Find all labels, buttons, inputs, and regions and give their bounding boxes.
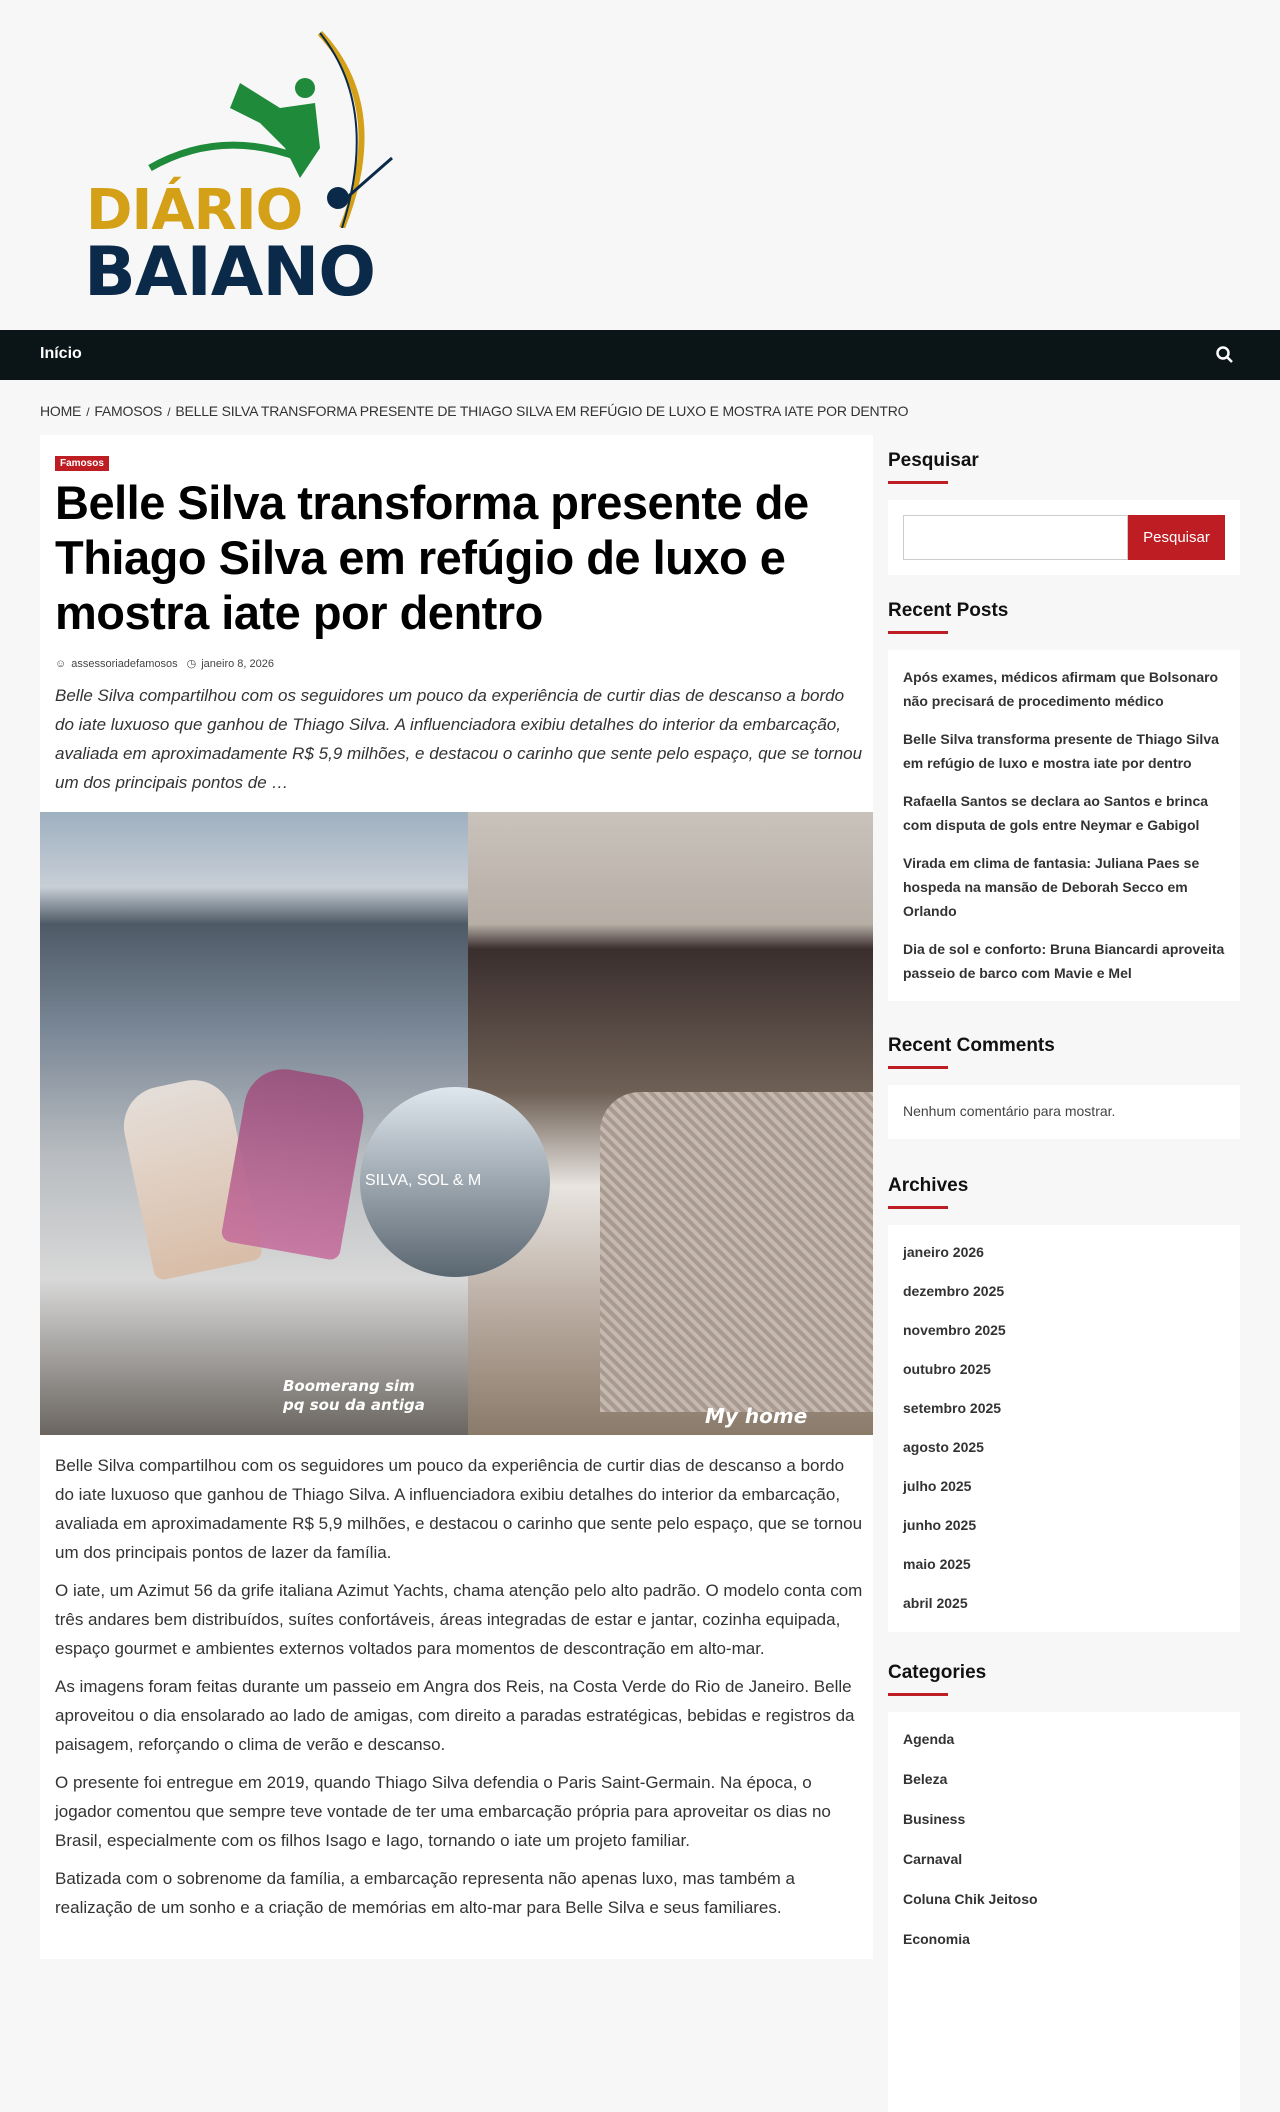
search-input[interactable] xyxy=(903,515,1128,560)
archive-link[interactable]: julho 2025 xyxy=(903,1478,972,1494)
site-header xyxy=(0,0,1280,330)
image-caption: My home xyxy=(705,1404,808,1428)
recent-post-link[interactable]: Virada em clima de fantasia: Juliana Paes se hospeda na mansão de Deborah Secco em Orlando xyxy=(903,855,1200,919)
search-button[interactable]: Pesquisar xyxy=(1128,515,1225,560)
author-link[interactable]: assessoriadefamosos xyxy=(71,657,178,670)
logo-text-baiano: BAIANO xyxy=(84,233,376,312)
archive-link[interactable]: junho 2025 xyxy=(903,1517,977,1533)
widget-recent-posts xyxy=(888,600,1240,1001)
widget-archives xyxy=(888,1175,1240,1632)
archive-link[interactable]: agosto 2025 xyxy=(903,1439,984,1455)
widget-categories xyxy=(888,1662,1240,2112)
date-link[interactable]: janeiro 8, 2026 xyxy=(201,657,275,670)
widget-title: Recent Posts xyxy=(888,600,1240,634)
widget-search xyxy=(888,450,1240,575)
paragraph: O presente foi entregue em 2019, quando Thiago Silva defendia o Paris Saint-Germain. Na época, o jogador comentou que sempre teve vontade de ter uma embarcação própria para aproveitar os dias no Brasil, especialmente com os filhos Isago e Iago, tornando o iate um projeto familiar. xyxy=(55,1773,831,1850)
recent-post-link[interactable]: Belle Silva transforma presente de Thiago Silva em refúgio de luxo e mostra iate por dentro xyxy=(903,731,1219,771)
nav-item-inicio[interactable]: Início xyxy=(40,345,82,362)
widget-title: Recent Comments xyxy=(888,1035,1240,1069)
article-featured-image xyxy=(40,812,873,1435)
archive-link[interactable]: novembro 2025 xyxy=(903,1322,1006,1338)
category-link[interactable]: Agenda xyxy=(903,1731,955,1747)
widget-title: Categories xyxy=(888,1662,1240,1696)
article xyxy=(40,435,873,1959)
article-excerpt: Belle Silva compartilhou com os seguidores um pouco da experiência de curtir dias de descanso a bordo do iate luxuoso que ganhou de Thiago Silva. A influenciadora exibiu detalhes do interior da embarcação, avaliada em aproximadamente R$ 5,9 milhões, e destacou o carinho que sente pelo espaço, que se tornou um dos principais pontos de … xyxy=(55,686,863,792)
archive-link[interactable]: setembro 2025 xyxy=(903,1400,1002,1416)
paragraph: O iate, um Azimut 56 da grife italiana Azimut Yachts, chama atenção pelo alto padrão. O modelo conta com três andares bem distribuídos, suítes confortáveis, áreas integradas de estar e jantar, cozinha equipada, espaço gourmet e ambientes externos voltados para momentos de descontração em alto-mar. xyxy=(55,1581,863,1658)
breadcrumb-current: BELLE SILVA TRANSFORMA PRESENTE DE THIAGO SILVA EM REFÚGIO DE LUXO E MOSTRA IATE POR DENTRO xyxy=(175,403,909,419)
category-link[interactable]: Coluna Chik Jeitoso xyxy=(903,1891,1038,1907)
widget-title: Pesquisar xyxy=(888,450,1240,484)
archive-link[interactable]: janeiro 2026 xyxy=(903,1244,984,1260)
widget-title: Archives xyxy=(888,1175,1240,1209)
search-icon[interactable] xyxy=(1215,345,1235,365)
archive-link[interactable]: outubro 2025 xyxy=(903,1361,991,1377)
category-link[interactable]: Business xyxy=(903,1811,966,1827)
paragraph: As imagens foram feitas durante um passeio em Angra dos Reis, na Costa Verde do Rio de Janeiro. Belle aproveitou o dia ensolarado ao lado de amigas, com direito a paradas estratégicas, bebidas e registros da paisagem, reforçando o clima de verão e descanso. xyxy=(55,1677,855,1754)
category-badge[interactable]: Famosos xyxy=(55,456,109,471)
main-nav xyxy=(0,330,1280,380)
widget-recent-comments xyxy=(888,1035,1240,1139)
recent-post-link[interactable]: Rafaella Santos se declara ao Santos e brinca com disputa de gols entre Neymar e Gabigol xyxy=(903,793,1209,833)
archive-link[interactable]: dezembro 2025 xyxy=(903,1283,1005,1299)
article-body xyxy=(55,1451,865,1931)
breadcrumb-home[interactable]: HOME xyxy=(40,403,82,419)
breadcrumb-famosos[interactable]: FAMOSOS xyxy=(94,403,163,419)
article-title: Belle Silva transforma presente de Thiago Silva em refúgio de luxo e mostra iate por dentro xyxy=(55,476,809,639)
boat-name-text: SILVA, SOL & M xyxy=(365,1172,482,1189)
paragraph: Belle Silva compartilhou com os seguidores um pouco da experiência de curtir dias de descanso a bordo do iate luxuoso que ganhou de Thiago Silva. A influenciadora exibiu detalhes do interior da embarcação, avaliada em aproximadamente R$ 5,9 milhões, e destacou o carinho que sente pelo espaço, que se tornou um dos principais pontos de lazer da família. xyxy=(55,1456,863,1562)
breadcrumb: HOME / FAMOSOS / BELLE SILVA TRANSFORMA PRESENTE DE THIAGO SILVA EM REFÚGIO DE LUXO E MOSTRA IATE POR DENTRO xyxy=(40,403,909,419)
article-meta xyxy=(55,657,274,670)
search-card xyxy=(888,500,1240,575)
logo-text-diario: DIÁRIO xyxy=(86,178,303,243)
category-link[interactable]: Carnaval xyxy=(903,1851,963,1867)
user-icon: ☺ xyxy=(55,657,67,670)
no-comments-text: Nenhum comentário para mostrar. xyxy=(903,1103,1116,1119)
category-link[interactable]: Beleza xyxy=(903,1771,948,1787)
category-link[interactable]: Economia xyxy=(903,1931,970,1947)
inset-photo xyxy=(360,1087,550,1277)
paragraph: Batizada com o sobrenome da família, a embarcação representa não apenas luxo, mas também a realização de um sonho e a criação de memórias em alto-mar para Belle Silva e seus familiares. xyxy=(55,1869,795,1917)
clock-icon: ◷ xyxy=(186,658,197,670)
archive-link[interactable]: abril 2025 xyxy=(903,1595,968,1611)
recent-post-link[interactable]: Dia de sol e conforto: Bruna Biancardi aproveita passeio de barco com Mavie e Mel xyxy=(903,941,1225,981)
site-logo[interactable] xyxy=(80,28,410,312)
archive-link[interactable]: maio 2025 xyxy=(903,1556,971,1572)
recent-post-link[interactable]: Após exames, médicos afirmam que Bolsonaro não precisará de procedimento médico xyxy=(903,669,1219,709)
image-caption: Boomerang sim xyxy=(283,1377,415,1395)
image-caption: pq sou da antiga xyxy=(283,1396,425,1414)
